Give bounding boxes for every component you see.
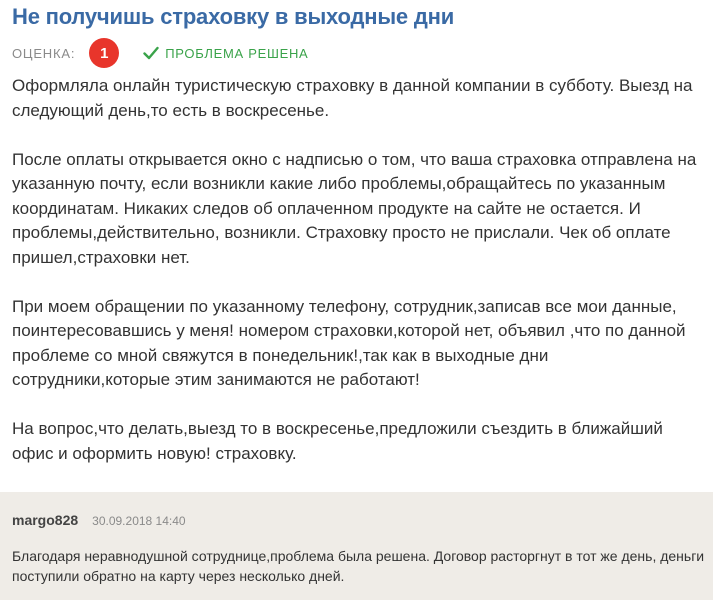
response-header [12, 512, 186, 528]
rating-label: ОЦЕНКА: [12, 45, 76, 61]
status-label: ПРОБЛЕМА РЕШЕНА [165, 45, 309, 61]
review-body [12, 74, 708, 466]
response-date: 30.09.2018 14:40 [92, 514, 186, 528]
review-paragraph: Оформляла онлайн туристическую страховку в данной компании в субботу. Выезд на следующий день,то есть в воскресенье. [12, 76, 693, 120]
review-paragraph: На вопрос,что делать,выезд то в воскресенье,предложили съездить в ближайший офис и оформить новую! страховку. [12, 419, 663, 463]
response-text: Благодаря неравнодушной сотруднице,проблема была решена. Договор расторгнут в тот же день, деньги поступили обратно на карту через несколько дней. [12, 548, 705, 584]
rating-badge: 1 [89, 38, 119, 68]
review-paragraph: При моем обращении по указанному телефону, сотрудник,записав все мои данные, поинтересовавшись у меня! номером страховки,которой нет, объявил ,что по данной проблеме со мной свяжутся в понедельник!,так как в выходные дни сотрудники,которые этим занимаются не работают! [12, 296, 686, 389]
company-response [0, 492, 713, 600]
response-author[interactable]: margo828 [12, 512, 79, 528]
review-paragraph: После оплаты открывается окно с надписью о том, что ваша страховка отправлена на указанную почту, если возникли какие либо проблемы,обращайтесь по указанным координатам. Никаких следов об оплаченном продукте на сайте не остается. И проблемы,действительно, возникли. Страховку просто не прислали. Чек об оплате пришел,страховки нет. [12, 149, 697, 267]
status-badge [143, 46, 308, 61]
check-icon [143, 46, 159, 60]
review-title[interactable]: Не получишь страховку в выходные дни [12, 4, 455, 29]
review-meta [12, 38, 308, 68]
